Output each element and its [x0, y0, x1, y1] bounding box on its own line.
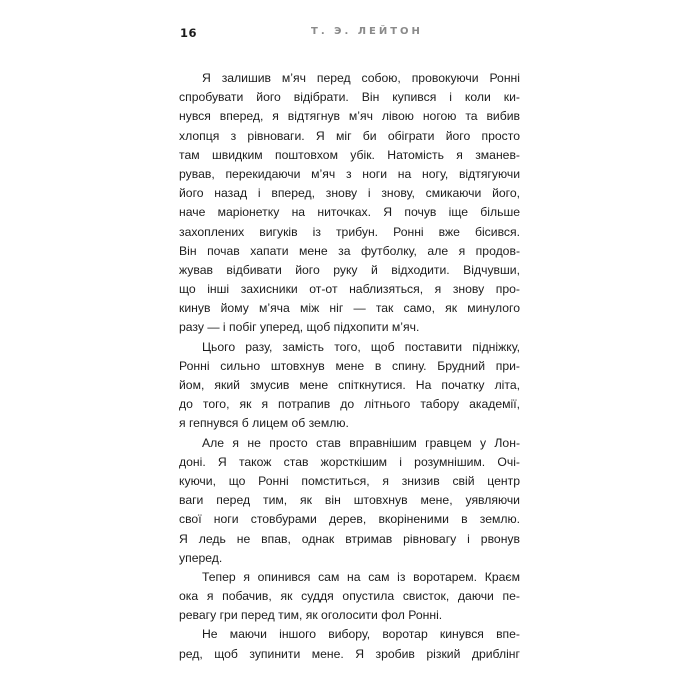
text-line: кинув йому м’яча між ніг — так само, як минулого [179, 301, 520, 316]
text-line: ока я побачив, як суддя опустила свисток, даючи пе- [179, 589, 520, 604]
text-line: йом, який змусив мене спіткнутися. На початку літа, [179, 378, 520, 392]
text-line: доні. Я також став жорсткішим і розумнішим. Очі- [179, 454, 520, 469]
text-line: Не маючи іншого вибору, воротар кинувся впе- [202, 627, 520, 642]
running-head-author: Т. Э. ЛЕЙТОН [311, 26, 423, 37]
text-line: ваги перед тим, як він штовхнув мене, уявляючи [179, 493, 520, 508]
text-line: жував відбивати його руку й відходити. Відчувши, [179, 262, 520, 277]
text-line: свої ноги стовбурами дерев, вкоріненими в землю. [179, 512, 520, 527]
text-line: там швидким поштовхом убік. Натомість я зманев- [179, 147, 520, 162]
text-line: Він почав хапати мене за футболку, але я продов- [179, 243, 520, 258]
text-line: нувся вперед, я відтягнув м’яч лівою ногою та вибив [179, 109, 520, 124]
text-line: що інші захисники от-от наблизяться, я знову про- [179, 282, 520, 297]
text-line: його назад і вперед, знову і знову, смикаючи його, [179, 186, 520, 201]
text-line: спробувати його відібрати. Він купився і коли ки- [179, 90, 520, 105]
page-number: 16 [180, 26, 198, 40]
text-line: ревагу гри перед тим, як оголосити фол Ронні. [179, 608, 443, 623]
text-line: Цього разу, замість того, щоб поставити підніжку, [202, 339, 520, 354]
text-line: рував, перекидаючи м’яч з ноги на ногу, відтягуючи [179, 166, 520, 181]
text-line: Я залишив м’яч перед собою, провокуючи Ронні [202, 71, 520, 85]
text-line: Ронні сильно штовхнув мене в спину. Брудний при- [179, 358, 520, 373]
text-line: ред, щоб зупинити мене. Я зробив різкий дриблінг [179, 646, 520, 661]
text-line: до того, як я потрапив до літнього табору академії, [179, 397, 520, 412]
body-text [179, 69, 520, 664]
text-line: хлопця з рівноваги. Я міг би обіграти його просто [179, 128, 520, 143]
text-line: Тепер я опинився сам на сам із воротарем. Краєм [202, 569, 520, 584]
text-line: уперед. [179, 550, 223, 565]
text-line: разу — і побіг уперед, щоб підхопити м’яч. [179, 320, 420, 335]
text-line: Я ледь не впав, однак втримав рівновагу і рвонув [179, 531, 520, 546]
text-line: куючи, що Ронні помститься, я знизив свій центр [179, 473, 520, 488]
text-line: наче маріонетку на ниточках. Я почув іще більше [179, 205, 520, 220]
text-line: Але я не просто став вправнішим гравцем у Лон- [202, 435, 520, 450]
text-line: захоплених вигуків із трибун. Ронні вже бісився. [179, 224, 520, 239]
text-line: я гепнувся б лицем об землю. [179, 416, 349, 431]
